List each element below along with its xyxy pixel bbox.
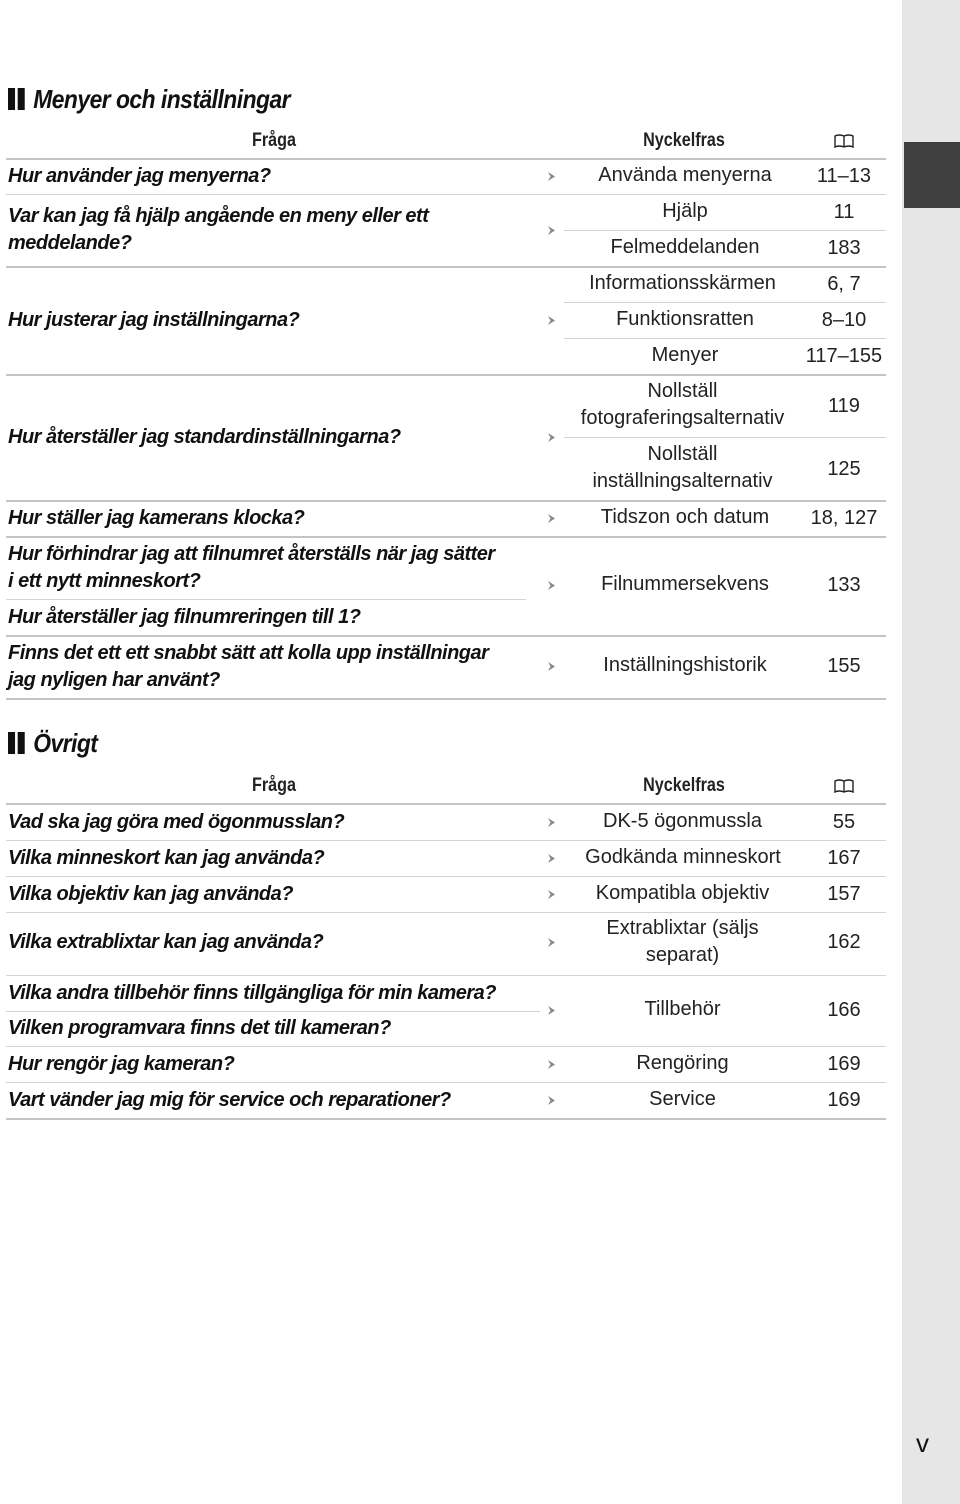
question-text: i ett nytt minneskort?	[8, 570, 201, 592]
table-rule	[6, 975, 886, 976]
table-rule	[6, 635, 886, 637]
question-text: Hur använder jag menyerna?	[8, 165, 271, 187]
column-header-keyword: Nyckelfras	[643, 130, 725, 151]
section-title: Övrigt	[8, 728, 97, 759]
page-ref: 55	[832, 811, 856, 833]
book-icon	[834, 779, 854, 793]
keyword-text: Nollställ	[647, 380, 718, 402]
question-text: jag nyligen har använt?	[8, 669, 220, 691]
book-icon	[834, 134, 854, 148]
arrow-right-icon	[547, 315, 556, 326]
table-rule	[6, 194, 886, 195]
page-ref: 167	[827, 847, 861, 869]
arrow-right-icon	[547, 225, 556, 236]
keyword-text: Menyer	[651, 344, 719, 366]
question-text: Hur återställer jag filnumreringen till 1?	[8, 606, 361, 628]
question-text: Hur ställer jag kamerans klocka?	[8, 507, 305, 529]
arrow-right-icon	[547, 171, 556, 182]
page-ref: 125	[827, 458, 861, 480]
arrow-right-icon	[547, 853, 556, 864]
table-rule	[6, 599, 526, 600]
page-ref: 11	[833, 201, 855, 223]
chapter-tab	[904, 142, 960, 208]
table-rule	[6, 698, 886, 700]
keyword-text: Inställningshistorik	[603, 654, 767, 676]
arrow-right-icon	[547, 889, 556, 900]
question-text: meddelande?	[8, 232, 132, 254]
keyword-text: Service	[649, 1088, 716, 1110]
keyword-text: Funktionsratten	[616, 308, 754, 330]
keyword-text: Tidszon och datum	[600, 506, 770, 528]
table-rule	[6, 158, 886, 160]
page-ref: 157	[827, 883, 861, 905]
table-rule	[6, 266, 886, 268]
table-rule	[6, 536, 886, 538]
keyword-text: Felmeddelanden	[610, 236, 760, 258]
keyword-text: Rengöring	[636, 1052, 729, 1074]
page-ref: 6, 7	[827, 273, 861, 295]
arrow-right-icon	[547, 1059, 556, 1070]
question-text: Hur förhindrar jag att filnumret återställs när jag sätter	[8, 543, 495, 565]
keyword-text: inställningsalternativ	[592, 470, 773, 492]
question-text: Hur återställer jag standardinställningarna?	[8, 426, 401, 448]
page-ref: 8–10	[821, 309, 867, 331]
arrow-right-icon	[547, 580, 556, 591]
keyword-text: Använda menyerna	[598, 164, 772, 186]
question-text: Var kan jag få hjälp angående en meny eller ett	[8, 205, 429, 227]
question-text: Finns det ett ett snabbt sätt att kolla upp inställningar	[8, 642, 489, 664]
side-strip	[902, 0, 960, 1504]
question-text: Vilka objektiv kan jag använda?	[8, 883, 293, 905]
table-rule	[564, 338, 886, 339]
table-rule	[564, 230, 886, 231]
page-number: v	[916, 1428, 929, 1458]
keyword-text: Godkända minneskort	[585, 846, 781, 868]
keyword-text: Informationsskärmen	[589, 272, 776, 294]
keyword-text: Filnummersekvens	[601, 573, 769, 595]
page-ref: 119	[828, 395, 860, 417]
arrow-right-icon	[547, 432, 556, 443]
question-text: Vilka andra tillbehör finns tillgängliga för min kamera?	[8, 982, 497, 1004]
arrow-right-icon	[547, 1005, 556, 1016]
question-text: Vilka extrablixtar kan jag använda?	[8, 931, 324, 953]
arrow-right-icon	[547, 661, 556, 672]
question-text: Hur rengör jag kameran?	[8, 1053, 235, 1075]
keyword-text: Extrablixtar (säljs	[606, 917, 759, 939]
page-ref: 169	[827, 1089, 861, 1111]
table-rule	[6, 374, 886, 376]
keyword-text: fotograferingsalternativ	[580, 407, 785, 429]
table-rule	[564, 437, 886, 438]
question-text: Vart vänder jag mig för service och reparationer?	[8, 1089, 451, 1111]
keyword-text: Nollställ	[647, 443, 718, 465]
table-rule	[6, 1011, 540, 1012]
column-header-keyword: Nyckelfras	[643, 775, 725, 796]
keyword-text: Kompatibla objektiv	[595, 882, 770, 904]
question-text: Hur justerar jag inställningarna?	[8, 309, 300, 331]
table-rule	[6, 803, 886, 805]
arrow-right-icon	[547, 937, 556, 948]
page-ref: 169	[827, 1053, 861, 1075]
page-ref: 155	[827, 655, 861, 677]
page-ref: 133	[827, 574, 861, 596]
table-rule	[6, 876, 886, 877]
arrow-right-icon	[547, 817, 556, 828]
page-ref: 117–155	[805, 345, 883, 367]
arrow-right-icon	[547, 1095, 556, 1106]
keyword-text: separat)	[645, 944, 720, 966]
keyword-text: Hjälp	[662, 200, 708, 222]
column-header-question: Fråga	[252, 130, 296, 151]
question-text: Vilka minneskort kan jag använda?	[8, 847, 325, 869]
page-ref: 166	[827, 999, 861, 1021]
page-ref: 162	[827, 931, 861, 953]
arrow-right-icon	[547, 513, 556, 524]
table-rule	[6, 500, 886, 502]
table-rule	[6, 1082, 886, 1083]
table-rule	[6, 912, 886, 913]
page-ref: 18, 127	[810, 507, 878, 529]
keyword-text: DK-5 ögonmussla	[603, 810, 762, 832]
table-rule	[6, 840, 886, 841]
keyword-text: Tillbehör	[644, 998, 721, 1020]
page-ref: 183	[827, 237, 861, 259]
table-rule	[564, 302, 886, 303]
table-rule	[6, 1118, 886, 1120]
section-title: Menyer och inställningar	[8, 84, 290, 115]
column-header-question: Fråga	[252, 775, 296, 796]
page-ref: 11–13	[816, 165, 872, 187]
question-text: Vilken programvara finns det till kameran?	[8, 1017, 391, 1039]
question-text: Vad ska jag göra med ögonmusslan?	[8, 811, 345, 833]
table-rule	[6, 1046, 886, 1047]
